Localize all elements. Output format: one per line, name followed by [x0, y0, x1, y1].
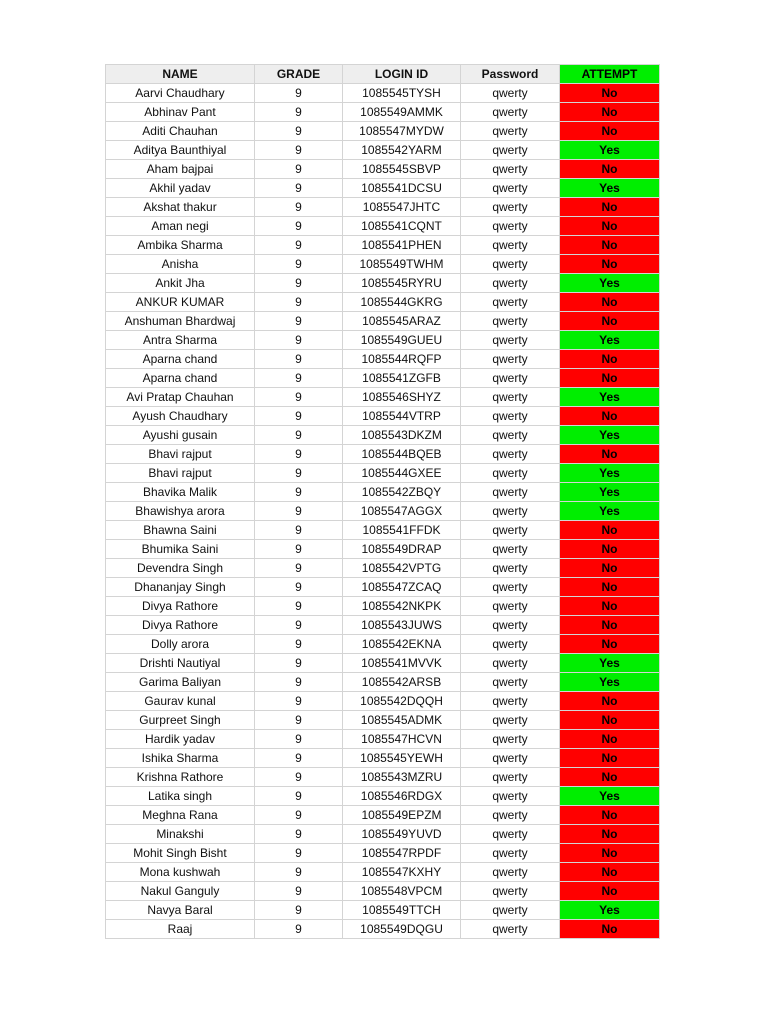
cell-login-id: 1085547MYDW: [343, 122, 461, 141]
cell-password: qwerty: [461, 236, 560, 255]
cell-name: Akhil yadav: [106, 179, 255, 198]
cell-name: Gaurav kunal: [106, 692, 255, 711]
cell-login-id: 1085544VTRP: [343, 407, 461, 426]
cell-password: qwerty: [461, 578, 560, 597]
cell-login-id: 1085544BQEB: [343, 445, 461, 464]
cell-attempt: Yes: [560, 483, 660, 502]
cell-attempt: No: [560, 407, 660, 426]
cell-name: Ishika Sharma: [106, 749, 255, 768]
cell-grade: 9: [255, 198, 343, 217]
table-row: [106, 540, 660, 559]
cell-attempt: No: [560, 920, 660, 939]
cell-password: qwerty: [461, 312, 560, 331]
cell-grade: 9: [255, 673, 343, 692]
cell-password: qwerty: [461, 407, 560, 426]
cell-login-id: 1085549YUVD: [343, 825, 461, 844]
cell-attempt: No: [560, 768, 660, 787]
cell-grade: 9: [255, 407, 343, 426]
cell-login-id: 1085545RYRU: [343, 274, 461, 293]
cell-attempt: No: [560, 198, 660, 217]
cell-name: Bhavi rajput: [106, 464, 255, 483]
table-row: [106, 730, 660, 749]
cell-name: Bhawna Saini: [106, 521, 255, 540]
cell-login-id: 1085549AMMK: [343, 103, 461, 122]
cell-grade: 9: [255, 863, 343, 882]
cell-login-id: 1085547RPDF: [343, 844, 461, 863]
cell-login-id: 1085542NKPK: [343, 597, 461, 616]
cell-attempt: Yes: [560, 654, 660, 673]
table-row: [106, 84, 660, 103]
cell-login-id: 1085549TWHM: [343, 255, 461, 274]
cell-name: Aarvi Chaudhary: [106, 84, 255, 103]
header-password: Password: [461, 65, 560, 84]
cell-attempt: No: [560, 578, 660, 597]
cell-login-id: 1085542VPTG: [343, 559, 461, 578]
cell-login-id: 1085545SBVP: [343, 160, 461, 179]
cell-name: Abhinav Pant: [106, 103, 255, 122]
cell-name: Gurpreet Singh: [106, 711, 255, 730]
cell-password: qwerty: [461, 597, 560, 616]
cell-grade: 9: [255, 312, 343, 331]
table-row: [106, 293, 660, 312]
cell-login-id: 1085547KXHY: [343, 863, 461, 882]
header-attempt: ATTEMPT: [560, 65, 660, 84]
cell-login-id: 1085544GKRG: [343, 293, 461, 312]
cell-password: qwerty: [461, 160, 560, 179]
table-row: [106, 350, 660, 369]
cell-name: Mohit Singh Bisht: [106, 844, 255, 863]
cell-password: qwerty: [461, 616, 560, 635]
cell-name: Avi Pratap Chauhan: [106, 388, 255, 407]
cell-password: qwerty: [461, 654, 560, 673]
cell-attempt: No: [560, 160, 660, 179]
cell-password: qwerty: [461, 388, 560, 407]
cell-login-id: 1085546SHYZ: [343, 388, 461, 407]
cell-login-id: 1085546RDGX: [343, 787, 461, 806]
cell-attempt: No: [560, 825, 660, 844]
cell-attempt: No: [560, 730, 660, 749]
cell-attempt: Yes: [560, 464, 660, 483]
cell-grade: 9: [255, 426, 343, 445]
cell-login-id: 1085547AGGX: [343, 502, 461, 521]
cell-password: qwerty: [461, 749, 560, 768]
table-row: [106, 160, 660, 179]
table-row: [106, 274, 660, 293]
cell-login-id: 1085542ZBQY: [343, 483, 461, 502]
table-row: [106, 825, 660, 844]
cell-grade: 9: [255, 445, 343, 464]
cell-name: Akshat thakur: [106, 198, 255, 217]
cell-login-id: 1085544RQFP: [343, 350, 461, 369]
header-row: [106, 65, 660, 84]
cell-login-id: 1085549DRAP: [343, 540, 461, 559]
table-row: [106, 559, 660, 578]
cell-name: Minakshi: [106, 825, 255, 844]
cell-attempt: No: [560, 217, 660, 236]
cell-login-id: 1085548VPCM: [343, 882, 461, 901]
cell-password: qwerty: [461, 787, 560, 806]
table-row: [106, 673, 660, 692]
table-row: [106, 179, 660, 198]
cell-name: Krishna Rathore: [106, 768, 255, 787]
cell-login-id: 1085544GXEE: [343, 464, 461, 483]
table-row: [106, 654, 660, 673]
cell-login-id: 1085542DQQH: [343, 692, 461, 711]
cell-attempt: No: [560, 844, 660, 863]
table-row: [106, 692, 660, 711]
table-row: [106, 217, 660, 236]
header-name: NAME: [106, 65, 255, 84]
cell-password: qwerty: [461, 711, 560, 730]
cell-attempt: No: [560, 749, 660, 768]
cell-login-id: 1085545YEWH: [343, 749, 461, 768]
cell-grade: 9: [255, 882, 343, 901]
cell-name: Divya Rathore: [106, 597, 255, 616]
table-row: [106, 711, 660, 730]
cell-login-id: 1085549GUEU: [343, 331, 461, 350]
cell-login-id: 1085545ARAZ: [343, 312, 461, 331]
cell-login-id: 1085543MZRU: [343, 768, 461, 787]
cell-name: Dolly arora: [106, 635, 255, 654]
cell-grade: 9: [255, 502, 343, 521]
cell-password: qwerty: [461, 141, 560, 160]
cell-attempt: No: [560, 540, 660, 559]
cell-grade: 9: [255, 578, 343, 597]
cell-name: Aparna chand: [106, 350, 255, 369]
cell-attempt: No: [560, 863, 660, 882]
table-row: [106, 635, 660, 654]
table-row: [106, 312, 660, 331]
cell-password: qwerty: [461, 331, 560, 350]
cell-password: qwerty: [461, 673, 560, 692]
cell-name: Bhavika Malik: [106, 483, 255, 502]
cell-password: qwerty: [461, 559, 560, 578]
cell-name: Dhananjay Singh: [106, 578, 255, 597]
cell-login-id: 1085541ZGFB: [343, 369, 461, 388]
cell-name: Divya Rathore: [106, 616, 255, 635]
cell-password: qwerty: [461, 635, 560, 654]
cell-attempt: Yes: [560, 502, 660, 521]
cell-name: ANKUR KUMAR: [106, 293, 255, 312]
cell-login-id: 1085541CQNT: [343, 217, 461, 236]
cell-attempt: No: [560, 635, 660, 654]
table-row: [106, 768, 660, 787]
cell-grade: 9: [255, 369, 343, 388]
cell-password: qwerty: [461, 350, 560, 369]
table-row: [106, 749, 660, 768]
cell-attempt: Yes: [560, 673, 660, 692]
header-login-id: LOGIN ID: [343, 65, 461, 84]
cell-name: Meghna Rana: [106, 806, 255, 825]
table-row: [106, 616, 660, 635]
cell-attempt: No: [560, 616, 660, 635]
cell-name: Ayushi gusain: [106, 426, 255, 445]
cell-password: qwerty: [461, 198, 560, 217]
table-body: [106, 84, 660, 939]
cell-grade: 9: [255, 274, 343, 293]
table-row: [106, 103, 660, 122]
cell-grade: 9: [255, 84, 343, 103]
cell-name: Raaj: [106, 920, 255, 939]
cell-attempt: No: [560, 369, 660, 388]
cell-login-id: 1085542YARM: [343, 141, 461, 160]
cell-password: qwerty: [461, 122, 560, 141]
cell-password: qwerty: [461, 84, 560, 103]
cell-login-id: 1085547HCVN: [343, 730, 461, 749]
cell-name: Devendra Singh: [106, 559, 255, 578]
cell-grade: 9: [255, 806, 343, 825]
cell-name: Aparna chand: [106, 369, 255, 388]
cell-grade: 9: [255, 293, 343, 312]
table-header: [106, 65, 660, 84]
cell-login-id: 1085542EKNA: [343, 635, 461, 654]
cell-attempt: No: [560, 255, 660, 274]
cell-grade: 9: [255, 730, 343, 749]
cell-password: qwerty: [461, 692, 560, 711]
cell-password: qwerty: [461, 103, 560, 122]
cell-name: Anisha: [106, 255, 255, 274]
cell-password: qwerty: [461, 179, 560, 198]
cell-password: qwerty: [461, 844, 560, 863]
cell-attempt: No: [560, 84, 660, 103]
cell-grade: 9: [255, 654, 343, 673]
cell-name: Navya Baral: [106, 901, 255, 920]
cell-grade: 9: [255, 711, 343, 730]
cell-password: qwerty: [461, 502, 560, 521]
cell-name: Aman negi: [106, 217, 255, 236]
table-row: [106, 483, 660, 502]
cell-password: qwerty: [461, 274, 560, 293]
cell-password: qwerty: [461, 540, 560, 559]
cell-password: qwerty: [461, 255, 560, 274]
cell-password: qwerty: [461, 825, 560, 844]
cell-name: Aditya Bаunthiyal: [106, 141, 255, 160]
cell-attempt: No: [560, 293, 660, 312]
cell-grade: 9: [255, 141, 343, 160]
cell-grade: 9: [255, 103, 343, 122]
cell-grade: 9: [255, 331, 343, 350]
cell-attempt: No: [560, 445, 660, 464]
cell-grade: 9: [255, 350, 343, 369]
cell-grade: 9: [255, 559, 343, 578]
table-row: [106, 464, 660, 483]
table-row: [106, 521, 660, 540]
cell-name: Ambika Sharma: [106, 236, 255, 255]
cell-password: qwerty: [461, 863, 560, 882]
cell-name: Bhumika Saini: [106, 540, 255, 559]
cell-grade: 9: [255, 464, 343, 483]
cell-login-id: 1085543DKZM: [343, 426, 461, 445]
cell-name: Drishti Nautiyal: [106, 654, 255, 673]
cell-attempt: No: [560, 597, 660, 616]
cell-grade: 9: [255, 635, 343, 654]
cell-login-id: 1085541PHEN: [343, 236, 461, 255]
cell-grade: 9: [255, 521, 343, 540]
cell-password: qwerty: [461, 426, 560, 445]
cell-attempt: Yes: [560, 388, 660, 407]
cell-attempt: Yes: [560, 787, 660, 806]
cell-attempt: Yes: [560, 331, 660, 350]
cell-password: qwerty: [461, 464, 560, 483]
cell-name: Aham bajpai: [106, 160, 255, 179]
cell-attempt: No: [560, 806, 660, 825]
cell-name: Nakul Ganguly: [106, 882, 255, 901]
cell-login-id: 1085547JHTC: [343, 198, 461, 217]
cell-grade: 9: [255, 692, 343, 711]
cell-attempt: No: [560, 122, 660, 141]
table-row: [106, 806, 660, 825]
cell-password: qwerty: [461, 445, 560, 464]
cell-attempt: Yes: [560, 901, 660, 920]
cell-grade: 9: [255, 388, 343, 407]
table-row: [106, 787, 660, 806]
table-row: [106, 198, 660, 217]
cell-attempt: No: [560, 882, 660, 901]
table-row: [106, 388, 660, 407]
cell-attempt: No: [560, 312, 660, 331]
cell-attempt: No: [560, 103, 660, 122]
cell-grade: 9: [255, 540, 343, 559]
table-row: [106, 920, 660, 939]
table-row: [106, 122, 660, 141]
cell-login-id: 1085549EPZM: [343, 806, 461, 825]
table-row: [106, 578, 660, 597]
cell-password: qwerty: [461, 483, 560, 502]
cell-password: qwerty: [461, 920, 560, 939]
cell-login-id: 1085549TTCH: [343, 901, 461, 920]
cell-attempt: Yes: [560, 141, 660, 160]
cell-grade: 9: [255, 160, 343, 179]
cell-grade: 9: [255, 825, 343, 844]
table-row: [106, 901, 660, 920]
table-row: [106, 445, 660, 464]
table-row: [106, 331, 660, 350]
cell-grade: 9: [255, 217, 343, 236]
table-row: [106, 255, 660, 274]
table-row: [106, 426, 660, 445]
cell-login-id: 1085543JUWS: [343, 616, 461, 635]
cell-name: Ankit Jha: [106, 274, 255, 293]
table-row: [106, 882, 660, 901]
cell-attempt: No: [560, 692, 660, 711]
cell-password: qwerty: [461, 217, 560, 236]
cell-grade: 9: [255, 787, 343, 806]
cell-name: Bhavi rajput: [106, 445, 255, 464]
cell-password: qwerty: [461, 293, 560, 312]
cell-grade: 9: [255, 483, 343, 502]
table-row: [106, 407, 660, 426]
cell-attempt: Yes: [560, 426, 660, 445]
table-row: [106, 236, 660, 255]
cell-grade: 9: [255, 901, 343, 920]
cell-attempt: Yes: [560, 179, 660, 198]
cell-password: qwerty: [461, 806, 560, 825]
cell-name: Latika singh: [106, 787, 255, 806]
cell-attempt: No: [560, 350, 660, 369]
cell-password: qwerty: [461, 730, 560, 749]
cell-name: Aditi Chauhan: [106, 122, 255, 141]
cell-password: qwerty: [461, 369, 560, 388]
cell-attempt: No: [560, 711, 660, 730]
table-row: [106, 141, 660, 160]
cell-grade: 9: [255, 749, 343, 768]
cell-attempt: No: [560, 559, 660, 578]
cell-grade: 9: [255, 122, 343, 141]
table-row: [106, 369, 660, 388]
cell-password: qwerty: [461, 521, 560, 540]
cell-grade: 9: [255, 236, 343, 255]
cell-name: Hardik yadav: [106, 730, 255, 749]
table-row: [106, 844, 660, 863]
table-row: [106, 502, 660, 521]
cell-password: qwerty: [461, 882, 560, 901]
cell-grade: 9: [255, 597, 343, 616]
cell-name: Anshuman Bhardwaj: [106, 312, 255, 331]
cell-name: Garima Baliyan: [106, 673, 255, 692]
attempt-table: [105, 64, 660, 939]
cell-login-id: 1085542ARSB: [343, 673, 461, 692]
cell-grade: 9: [255, 616, 343, 635]
cell-password: qwerty: [461, 901, 560, 920]
cell-grade: 9: [255, 768, 343, 787]
cell-name: Mona kushwah: [106, 863, 255, 882]
cell-login-id: 1085541DCSU: [343, 179, 461, 198]
cell-login-id: 1085547ZCAQ: [343, 578, 461, 597]
cell-grade: 9: [255, 920, 343, 939]
cell-name: Antra Sharma: [106, 331, 255, 350]
cell-login-id: 1085545ADMK: [343, 711, 461, 730]
cell-login-id: 1085549DQGU: [343, 920, 461, 939]
header-grade: GRADE: [255, 65, 343, 84]
cell-grade: 9: [255, 179, 343, 198]
cell-grade: 9: [255, 255, 343, 274]
table-row: [106, 863, 660, 882]
table-row: [106, 597, 660, 616]
cell-attempt: No: [560, 521, 660, 540]
cell-attempt: No: [560, 236, 660, 255]
cell-name: Bhawishya arora: [106, 502, 255, 521]
cell-name: Ayush Chaudhary: [106, 407, 255, 426]
cell-attempt: Yes: [560, 274, 660, 293]
cell-login-id: 1085545TYSH: [343, 84, 461, 103]
cell-password: qwerty: [461, 768, 560, 787]
cell-login-id: 1085541MVVK: [343, 654, 461, 673]
cell-grade: 9: [255, 844, 343, 863]
cell-login-id: 1085541FFDK: [343, 521, 461, 540]
